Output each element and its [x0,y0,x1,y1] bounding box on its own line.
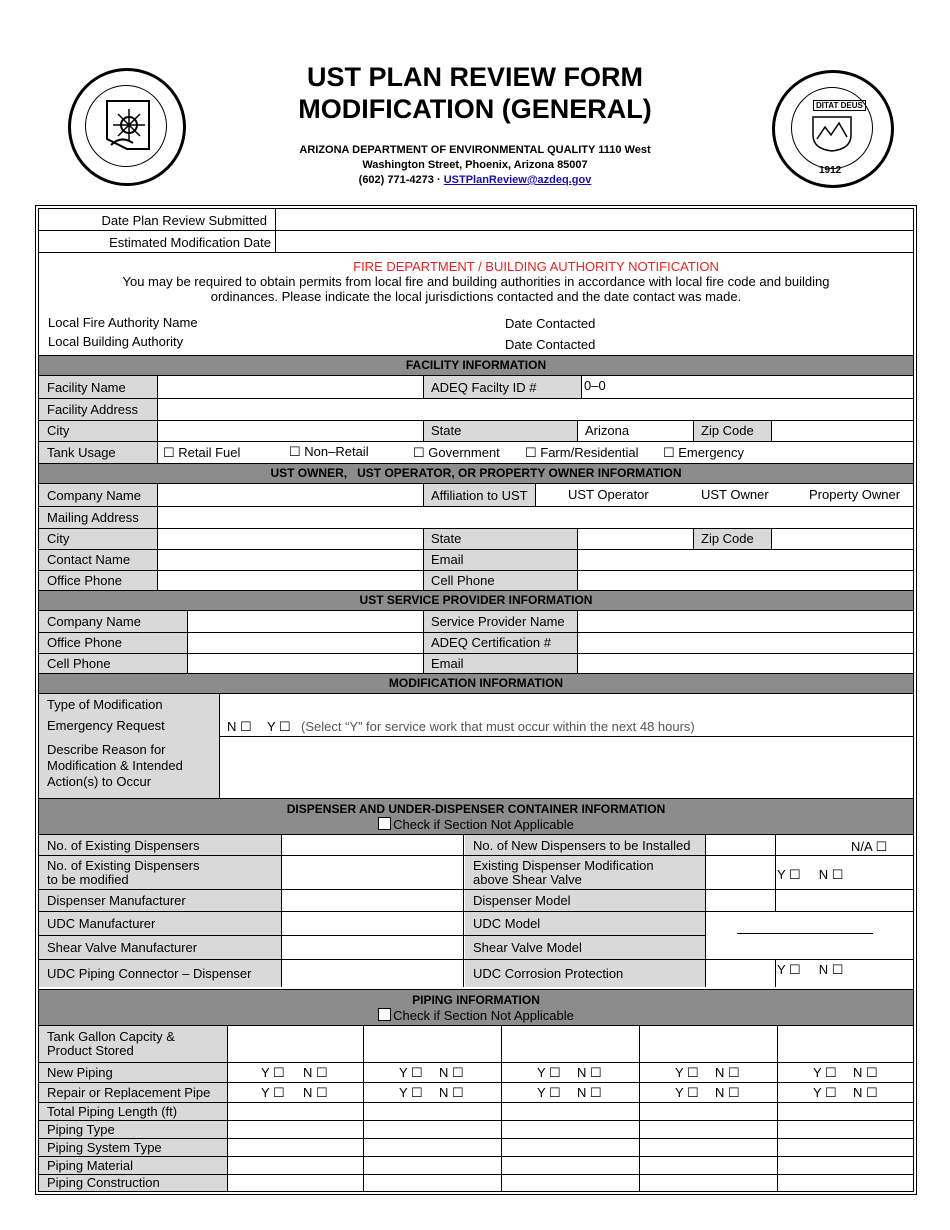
mod-above-shear-line1: Existing Dispenser Modification [473,858,654,873]
repair-replacement-label: Repair or Replacement Pipe [39,1082,227,1102]
describe-reason-line1: Describe Reason for [47,742,166,757]
owner-cell-phone-field[interactable] [577,570,913,590]
udc-model-label: UDC Model [465,911,705,935]
notification-text-1: You may be required to obtain permits from local fire and building authorities in accordance with local fire code and building [122,274,830,289]
piping-system-type-label: Piping System Type [39,1138,227,1156]
tank-usage-non-retail[interactable]: ☐ Non–Retail [289,444,369,459]
describe-reason-line3: Action(s) to Occur [47,774,152,789]
owner-office-phone-label: Office Phone [39,570,157,590]
owner-email-label: Email [423,549,577,570]
checkbox-icon [378,1008,391,1021]
dispenser-na-checkbox[interactable] [39,817,913,833]
repair-pipe-y-3[interactable]: Y ☐ [537,1085,561,1100]
new-piping-y-5[interactable]: Y ☐ [813,1065,837,1080]
dispenser-manufacturer-field[interactable] [281,889,463,911]
piping-material-label: Piping Material [39,1156,227,1174]
new-piping-y-2[interactable]: Y ☐ [399,1065,423,1080]
shear-valve-manufacturer-field[interactable] [281,935,463,959]
dispensers-modified-line1: No. of Existing Dispensers [47,858,200,873]
owner-state-label: State [423,528,577,549]
date-contacted-label-1: Date Contacted [505,316,596,331]
owner-city-field[interactable] [157,528,423,549]
udc-model-field[interactable] [705,911,913,935]
emergency-y-option[interactable]: Y ☐ [267,719,291,734]
tank-capacity-label [39,1026,227,1062]
provider-email-field[interactable] [577,653,913,673]
udc-connector-label: UDC Piping Connector – Dispenser [39,959,281,987]
owner-cell-phone-label: Cell Phone [423,570,577,590]
est-modification-date-field[interactable] [275,231,913,253]
dispensers-modified-line2: to be modified [47,872,129,887]
repair-pipe-n-2[interactable]: N ☐ [439,1085,464,1100]
contact-name-field[interactable] [157,549,423,570]
new-dispensers-na[interactable]: N/A ☐ [851,839,888,854]
new-piping-n-4[interactable]: N ☐ [715,1065,740,1080]
facility-name-field[interactable] [157,376,423,398]
affiliation-ust-operator[interactable]: UST Operator [568,487,649,502]
affiliation-label: Affiliation to UST [423,484,535,506]
adeq-facility-id-field[interactable]: 0–0 [584,378,606,393]
local-fire-authority-label: Local Fire Authority Name [48,315,198,330]
dispenser-information-band [39,798,913,835]
owner-state-field[interactable] [577,528,693,549]
facility-zip-label: Zip Code [693,420,771,441]
state-seal-year: 1912 [819,165,842,176]
est-modification-date-label: Estimated Modification Date [109,234,271,250]
affiliation-ust-owner[interactable]: UST Owner [701,487,769,502]
address-line1: ARIZONA DEPARTMENT OF ENVIRONMENTAL QUALITY 1110 West [299,144,651,156]
phone-number: (602) 771-4273 [358,174,434,186]
udc-corrosion-label: UDC Corrosion Protection [465,959,705,987]
piping-type-label: Piping Type [39,1120,227,1138]
tank-usage-farm-residential[interactable]: ☐ Farm/Residential [525,445,639,460]
facility-city-field[interactable] [157,420,423,441]
service-provider-name-label: Service Provider Name [423,611,577,632]
service-provider-name-field[interactable] [577,611,913,632]
facility-name-label: Facility Name [39,376,157,398]
dispenser-band-title: DISPENSER AND UNDER-DISPENSER CONTAINER INFORMATION [286,802,666,816]
dispensers-modified-field[interactable] [281,855,463,889]
tank-capacity-line1: Tank Gallon Capcity & [47,1029,175,1044]
repair-pipe-n-3[interactable]: N ☐ [577,1085,602,1100]
udc-manufacturer-label: UDC Manufacturer [39,911,281,935]
repair-pipe-y-4[interactable]: Y ☐ [675,1085,699,1100]
provider-cell-phone-field[interactable] [187,653,423,673]
describe-reason-label [39,736,219,798]
contact-line [260,173,690,188]
provider-information-band: UST SERVICE PROVIDER INFORMATION [39,590,913,611]
owner-information-band: UST OWNER, UST OPERATOR, OR PROPERTY OWNER INFORMATION [39,463,913,484]
mod-above-shear-line2: above Shear Valve [473,872,582,887]
facility-city-label: City [39,420,157,441]
new-piping-n-3[interactable]: N ☐ [577,1065,602,1080]
describe-reason-field[interactable] [219,736,913,798]
owner-company-field[interactable] [157,484,423,506]
facility-state-value: Arizona [585,423,630,438]
emergency-note: (Select “Y” for service work that must occur within the next 48 hours) [301,719,695,734]
new-piping-n-1[interactable]: N ☐ [303,1065,328,1080]
adeq-certification-field[interactable] [577,632,913,653]
type-of-modification-field[interactable] [219,694,913,714]
address-line2: Washington Street, Phoenix, Arizona 85007 [362,159,588,171]
facility-state-label: State [423,420,577,441]
new-dispensers-field[interactable] [705,835,775,855]
owner-company-label: Company Name [39,484,157,506]
dispenser-model-field[interactable] [705,889,913,911]
provider-email-label: Email [423,653,577,673]
describe-reason-line2: Modification & Intended [47,758,183,773]
mod-above-shear-yn[interactable]: Y ☐ N ☐ [777,867,844,882]
provider-cell-phone-label: Cell Phone [39,653,187,673]
shear-valve-manufacturer-label: Shear Valve Manufacturer [39,935,281,959]
adeq-seal [68,68,186,186]
new-piping-n-2[interactable]: N ☐ [439,1065,464,1080]
new-piping-label: New Piping [39,1062,227,1082]
date-submitted-field[interactable] [275,209,913,231]
repair-pipe-y-2[interactable]: Y ☐ [399,1085,423,1100]
type-of-modification-label: Type of Modification [39,694,219,714]
modification-information-band: MODIFICATION INFORMATION [39,673,913,694]
facility-information-band: FACILITY INFORMATION [39,355,913,376]
piping-construction-label: Piping Construction [39,1174,227,1191]
separator: · [436,174,441,186]
adeq-certification-label: ADEQ Certification # [423,632,577,653]
local-building-authority-label: Local Building Authority [48,334,184,349]
repair-pipe-n-4[interactable]: N ☐ [715,1085,740,1100]
udc-connector-field[interactable] [281,959,463,987]
adeq-facility-id-label: ADEQ Facilty ID # [423,376,581,398]
mailing-address-label: Mailing Address [39,506,157,528]
tank-capacity-line2: Product Stored [47,1043,134,1058]
notification-title: FIRE DEPARTMENT / BUILDING AUTHORITY NOTIFICATION [353,259,719,274]
state-seal-motto: DITAT DEUS [813,100,866,111]
tank-usage-emergency[interactable]: ☐ Emergency [663,445,745,460]
total-piping-length-label: Total Piping Length (ft) [39,1102,227,1120]
provider-office-phone-label: Office Phone [39,632,187,653]
owner-city-label: City [39,528,157,549]
form-title-line1: UST PLAN REVIEW FORM [307,62,643,92]
owner-zip-label: Zip Code [693,528,771,549]
piping-information-band [39,989,913,1026]
repair-pipe-y-5[interactable]: Y ☐ [813,1085,837,1100]
notification-text-2: ordinances. Please indicate the local jurisdictions contacted and the date contact was made. [210,289,742,304]
repair-pipe-n-1[interactable]: N ☐ [303,1085,328,1100]
date-contacted-label-2: Date Contacted [505,337,596,352]
new-piping-y-3[interactable]: Y ☐ [537,1065,561,1080]
new-dispensers-label: No. of New Dispensers to be Installed [465,835,705,855]
checkbox-icon [378,817,391,830]
piping-band-title: PIPING INFORMATION [412,993,540,1007]
tank-usage-retail-fuel[interactable]: ☐ Retail Fuel [163,445,241,460]
facility-zip-field[interactable] [771,420,913,441]
dispensers-modified-label [39,855,281,889]
shear-valve-model-label: Shear Valve Model [465,935,705,959]
owner-office-phone-field[interactable] [157,570,423,590]
ust-plan-review-form [38,208,914,1192]
existing-dispensers-field[interactable] [281,835,463,855]
udc-corrosion-yn[interactable]: Y ☐ N ☐ [777,962,844,977]
contact-name-label: Contact Name [39,549,157,570]
mailing-address-field[interactable] [157,506,913,528]
emergency-request-label: Emergency Request [39,714,219,736]
provider-company-field[interactable] [187,611,423,632]
date-submitted-label: Date Plan Review Submitted [101,212,267,228]
tank-usage-label: Tank Usage [39,441,157,463]
form-title-line2: MODIFICATION (GENERAL) [298,94,652,124]
piping-na-label: Check if Section Not Applicable [393,1008,574,1023]
provider-office-phone-field[interactable] [187,632,423,653]
emergency-n-option[interactable]: N ☐ [227,719,252,734]
tank-usage-government[interactable]: ☐ Government [413,445,500,460]
email-link[interactable]: USTPlanReview@azdeq.gov [443,174,592,186]
arizona-state-seal [772,70,894,188]
repair-pipe-n-5[interactable]: N ☐ [853,1085,878,1100]
provider-company-label: Company Name [39,611,187,632]
dispenser-model-label: Dispenser Model [465,889,705,911]
facility-address-field[interactable] [157,398,913,420]
new-piping-n-5[interactable]: N ☐ [853,1065,878,1080]
affiliation-property-owner[interactable]: Property Owner [809,487,901,502]
repair-pipe-y-1[interactable]: Y ☐ [261,1085,285,1100]
facility-address-label: Facility Address [39,398,157,420]
shear-valve-model-field[interactable] [705,935,913,959]
piping-na-checkbox[interactable] [39,1008,913,1024]
udc-manufacturer-field[interactable] [281,911,463,935]
existing-dispensers-label: No. of Existing Dispensers [39,835,281,855]
dispenser-na-label: Check if Section Not Applicable [393,817,574,832]
owner-zip-field[interactable] [771,528,913,549]
new-piping-y-4[interactable]: Y ☐ [675,1065,699,1080]
arizona-map-icon [99,95,159,155]
mod-above-shear-label [465,855,705,889]
owner-email-field[interactable] [577,549,913,570]
shield-icon [809,115,855,153]
dispenser-manufacturer-label: Dispenser Manufacturer [39,889,281,911]
new-piping-y-1[interactable]: Y ☐ [261,1065,285,1080]
